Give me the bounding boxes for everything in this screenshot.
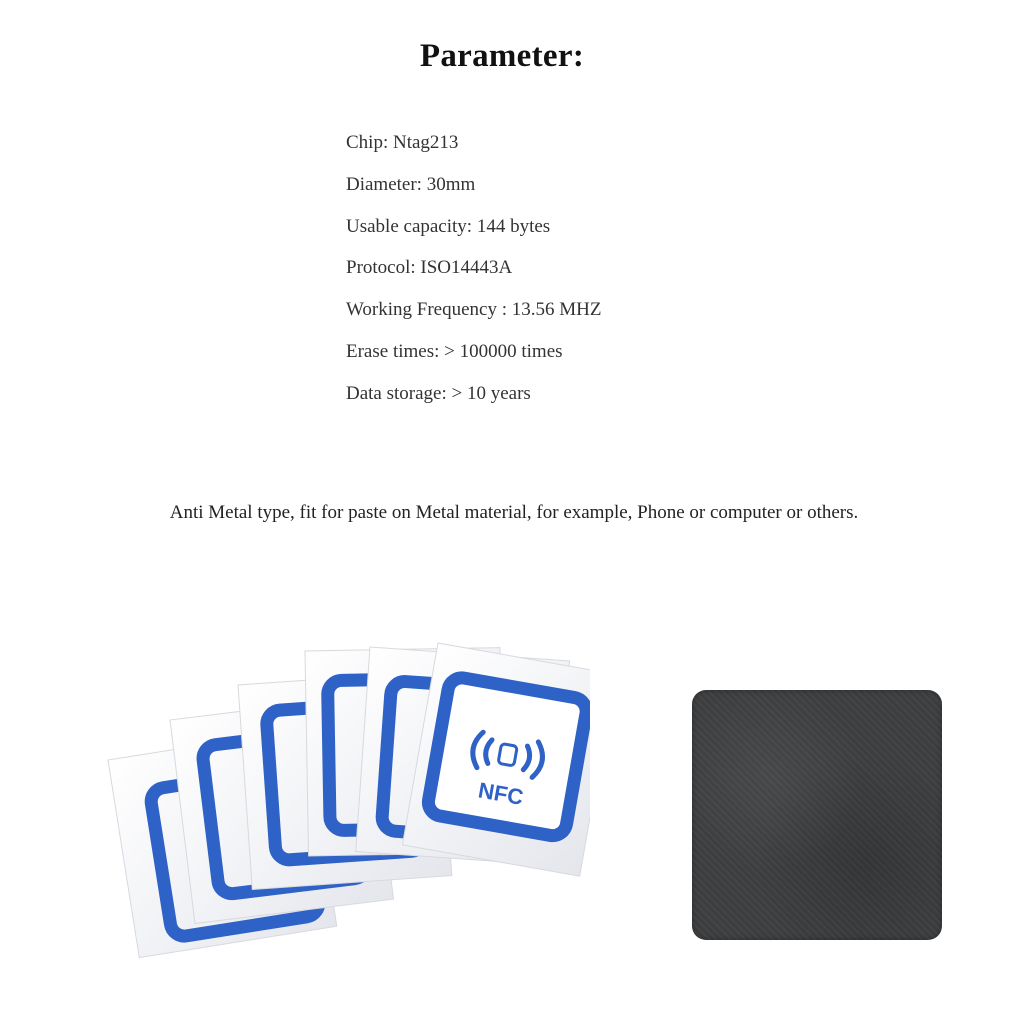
anti-metal-pad-image: [692, 690, 942, 940]
nfc-stickers-image: [100, 635, 590, 970]
spec-diameter: Diameter: 30mm: [346, 173, 476, 195]
spec-list: [346, 132, 601, 425]
page-title: Parameter:: [419, 38, 585, 74]
spec-erase-times: Erase times: > 100000 times: [346, 340, 563, 362]
spec-protocol: Protocol: ISO14443A: [346, 257, 513, 279]
spec-data-storage: Data storage: > 10 years: [346, 382, 531, 404]
anti-metal-note: Anti Metal type, fit for paste on Metal material, for example, Phone or computer or others.: [169, 502, 859, 523]
nfc-logo-text: NFC: [476, 777, 526, 810]
spec-frequency: Working Frequency : 13.56 MHZ: [346, 299, 602, 321]
spec-chip: Chip: Ntag213: [346, 132, 459, 153]
spec-capacity: Usable capacity: 144 bytes: [346, 215, 551, 237]
